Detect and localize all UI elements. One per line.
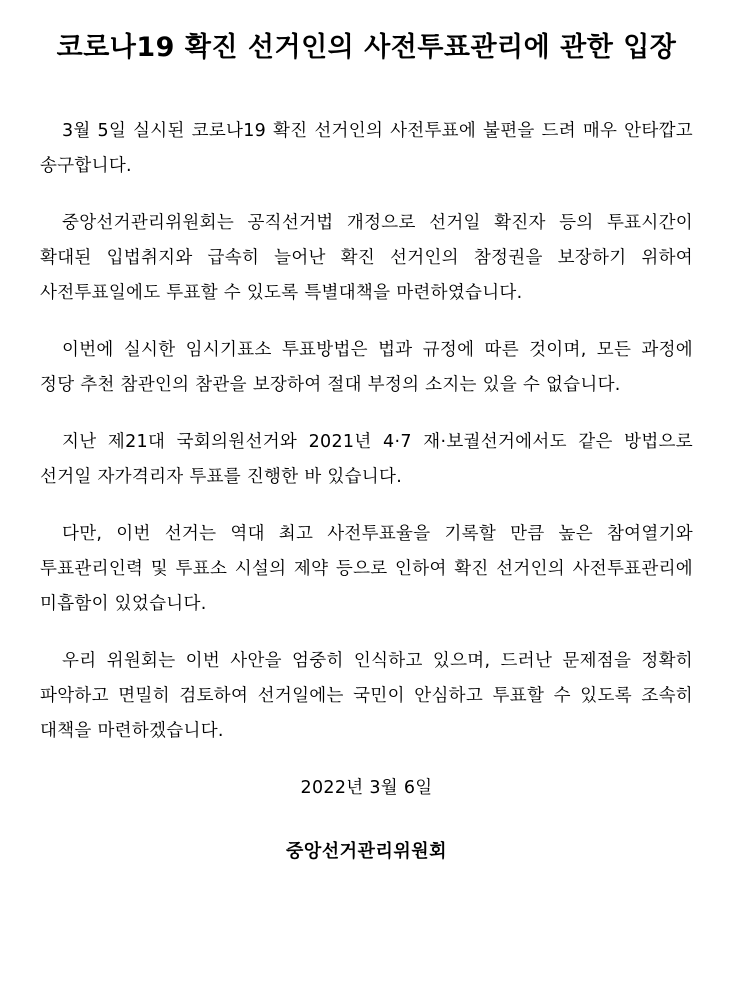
issuing-organization: 중앙선거관리위원회 [286, 841, 447, 862]
paragraph-voting-method: 이번에 실시한 임시기표소 투표방법은 법과 규정에 따른 것이며, 모든 과정에 정당 추천 참관인의 참관을 보장하여 절대 부정의 소지는 있을 수 없습니다. [40, 340, 693, 395]
document-date: 2022년 3월 6일 [300, 778, 433, 798]
paragraph-apology: 3월 5일 실시된 코로나19 확진 선거인의 사전투표에 불편을 드려 매우 안타깝고 송구합니다. [40, 121, 693, 176]
paragraph-precedent: 지난 제21대 국회의원선거와 2021년 4·7 재·보궐선거에서도 같은 방법으로 선거일 자가격리자 투표를 진행한 바 있습니다. [40, 432, 693, 487]
document-body [40, 114, 693, 749]
paragraph-shortcomings: 다만, 이번 선거는 역대 최고 사전투표율을 기록할 만큼 높은 참여열기와 투표관리인력 및 투표소 시설의 제약 등으로 인하여 확진 선거인의 사전투표관리에 미흡함이 있었습니다. [40, 524, 693, 614]
paragraph-commitment: 우리 위원회는 이번 사안을 엄중히 인식하고 있으며, 드러난 문제점을 정확히 파악하고 면밀히 검토하여 선거일에는 국민이 안심하고 투표할 수 있도록 조속히 대책을 마련하겠습니다. [40, 651, 693, 741]
paragraph-special-measures: 중앙선거관리위원회는 공직선거법 개정으로 선거일 확진자 등의 투표시간이 확대된 입법취지와 급속히 늘어난 확진 선거인의 참정권을 보장하기 위하여 사전투표일에도 투표할 수 있도록 특별대책을 마련하였습니다. [40, 213, 693, 303]
document-title: 코로나19 확진 선거인의 사전투표관리에 관한 입장 [56, 32, 677, 63]
